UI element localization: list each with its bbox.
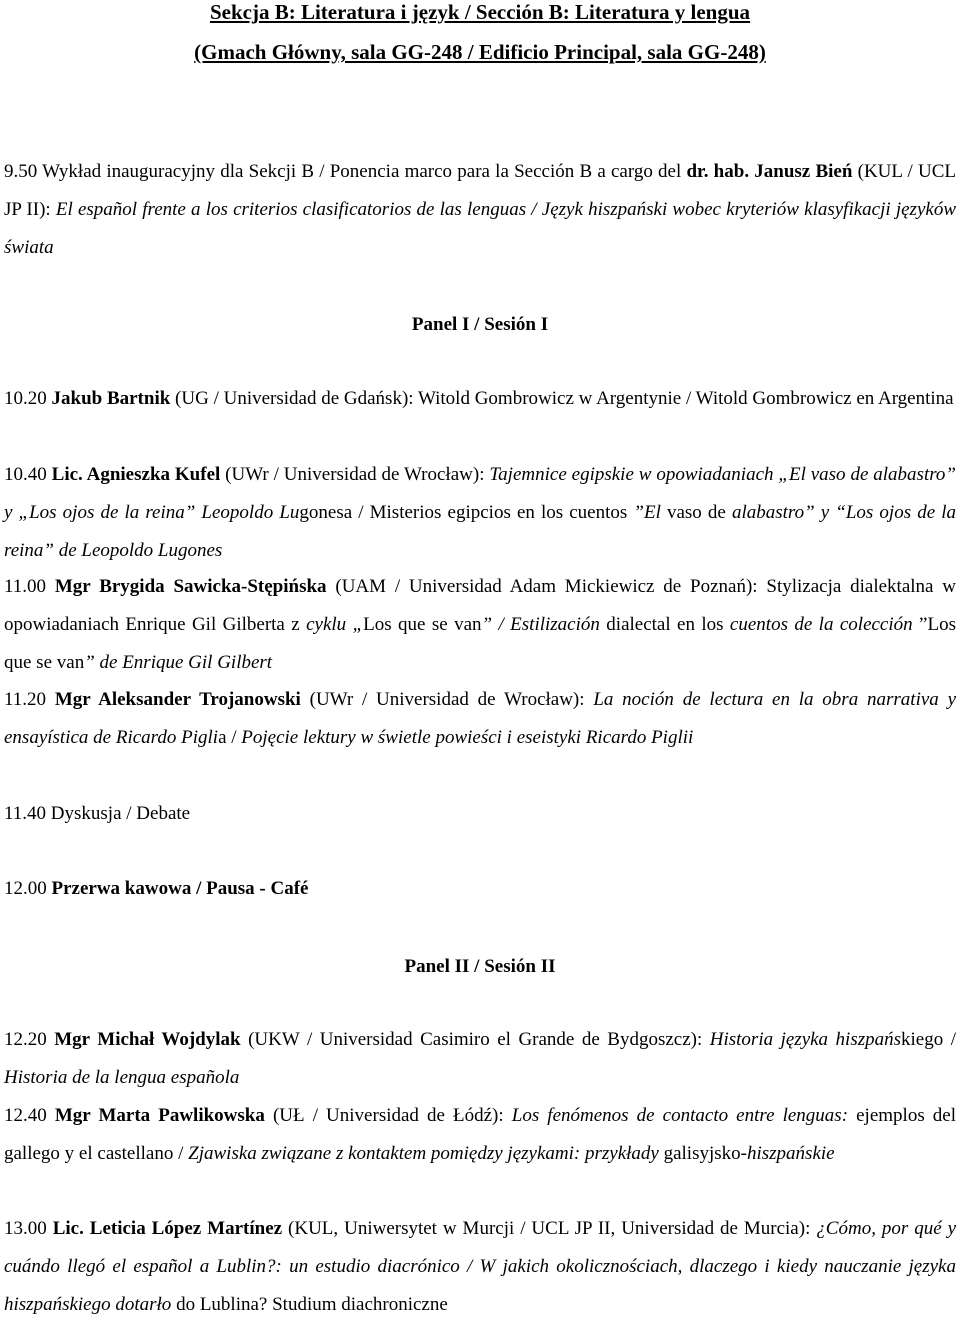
discussion: 11.40 Dyskusja / Debate	[4, 803, 191, 824]
item-title-part: cuentos de la colección	[729, 614, 920, 635]
item-title-part: ” de Enrique Gil Gilbert	[84, 652, 273, 673]
break-time: 12.00	[4, 878, 52, 899]
item-time: 12.40	[4, 1105, 55, 1126]
item-speaker: Lic. Agnieszka Kufel	[51, 464, 221, 485]
item-title-part: dialectal en los	[599, 614, 730, 635]
panel-1-heading: Panel I / Sesión I	[411, 314, 549, 335]
lecture-intro: 9.50 Wykład inauguracyjny dla Sekcji B / Ponencia marco para la Sección B a cargo del	[4, 161, 682, 182]
item-title-part: Historia de la lengua española	[4, 1067, 240, 1088]
item-title-part: do Lublina? Studium diachroniczne	[171, 1294, 448, 1315]
item-speaker: Jakub Bartnik	[51, 388, 171, 409]
item-time: 10.40	[4, 464, 52, 485]
item-title-part: Pojęcie lektury w świetle powieści i eseistyki Ricardo Piglii	[241, 727, 694, 748]
section-location: (Gmach Główny, sala GG-248 / Edificio Principal, sala GG-248)	[194, 40, 766, 64]
coffee-break	[4, 870, 308, 908]
item-title: Tajemnice egipskie w opowiadaniach „El vaso de alabastro” y „Los ojos de la reina” Leopoldo Lu	[4, 464, 956, 523]
item-title-part: hiszpańskie	[746, 1143, 835, 1164]
item-affiliation: (UAM / Universidad Adam Mickiewicz de Poznań): Stylizacja dialektalna w opowiadaniach Enrique Gil Gilberta z	[4, 576, 956, 635]
item-time: 11.20	[4, 689, 55, 710]
panel-2-item	[4, 1097, 956, 1173]
item-title: Historia języka hiszpańs	[709, 1029, 902, 1050]
lecture-speaker: dr. hab. Janusz Bień	[686, 161, 853, 182]
panel-1-item	[4, 380, 956, 418]
lecture-affiliation: (KUL / UCL JP II):	[4, 161, 956, 220]
item-title-part: ”El	[633, 502, 661, 523]
panel-1-item	[4, 568, 956, 682]
item-title-part: gonesa / Misterios egipcios en los cuentos	[299, 502, 634, 523]
item-speaker: Lic. Leticia López Martínez	[52, 1218, 283, 1239]
item-title-part: cyklu „	[306, 614, 364, 635]
item-time: 11.00	[4, 576, 55, 597]
section-title: Sekcja B: Literatura i język / Sección B: Literatura y lengua	[209, 0, 751, 24]
break-label: Przerwa kawowa / Pausa - Café	[51, 878, 309, 899]
item-title-part: a /	[218, 727, 242, 748]
item-title-part: Zjawiska związane z kontaktem pomiędzy językami: przykłady	[188, 1143, 659, 1164]
item-title-part: ejemplos del gallego y el castellano /	[4, 1105, 957, 1164]
item-title: Los fenómenos de contacto entre lenguas:	[511, 1105, 849, 1126]
item-time: 12.20	[4, 1029, 55, 1050]
item-time: 13.00	[4, 1218, 53, 1239]
lecture-title: El español frente a los criterios clasificatorios de las lenguas / Język hiszpański wobec kryteriów klasyfikacji języków świata	[4, 199, 956, 258]
item-affiliation: (UKW / Universidad Casimiro el Grande de Bydgoszcz):	[240, 1029, 710, 1050]
panel-1-item	[4, 681, 956, 757]
item-title-part: vaso de	[660, 502, 732, 523]
item-title-part: Los que se van	[363, 614, 482, 635]
item-title-part: alabastro” y “Los ojos de la reina” de Leopoldo Lugones	[4, 502, 957, 561]
item-speaker: Mgr Michał Wojdylak	[54, 1029, 241, 1050]
item-speaker: Mgr Aleksander Trojanowski	[54, 689, 301, 710]
item-speaker: Mgr Marta Pawlikowska	[54, 1105, 265, 1126]
item-title: ¿Cómo, por qué y cuándo llegó el español a Lublin?: un estudio diacrónico / W jakich okolicznościach, dlaczego i kiedy nauczanie języka hiszpańskiego dotarło	[4, 1218, 957, 1315]
panel-1-item	[4, 456, 956, 570]
panel-2-item	[4, 1210, 956, 1324]
item-affiliation: (UWr / Universidad de Wrocław):	[300, 689, 594, 710]
item-affiliation: (KUL, Uniwersytet w Murcji / UCL JP II, Universidad de Murcia):	[282, 1218, 817, 1239]
item-title-part: ”Los que se van	[4, 614, 956, 673]
item-time: 10.20	[4, 388, 52, 409]
item-title-part: ” / Estilización	[481, 614, 600, 635]
panel-2-heading: Panel II / Sesión II	[404, 956, 556, 977]
item-affiliation: (UG / Universidad de Gdańsk): Witold Gombrowicz w Argentynie / Witold Gombrowicz en Argentina	[170, 388, 954, 409]
item-affiliation: (UWr / Universidad de Wrocław):	[220, 464, 490, 485]
item-speaker: Mgr Brygida Sawicka-Stępińska	[54, 576, 327, 597]
item-title-part: kiego /	[901, 1029, 956, 1050]
inaugural-lecture	[4, 153, 956, 267]
item-title: La noción de lectura en la obra narrativa y ensayística de Ricardo Pigli	[4, 689, 956, 748]
item-title-part: galisyjsko-	[658, 1143, 747, 1164]
item-affiliation: (UŁ / Universidad de Łódź):	[264, 1105, 512, 1126]
panel-2-item	[4, 1021, 956, 1097]
